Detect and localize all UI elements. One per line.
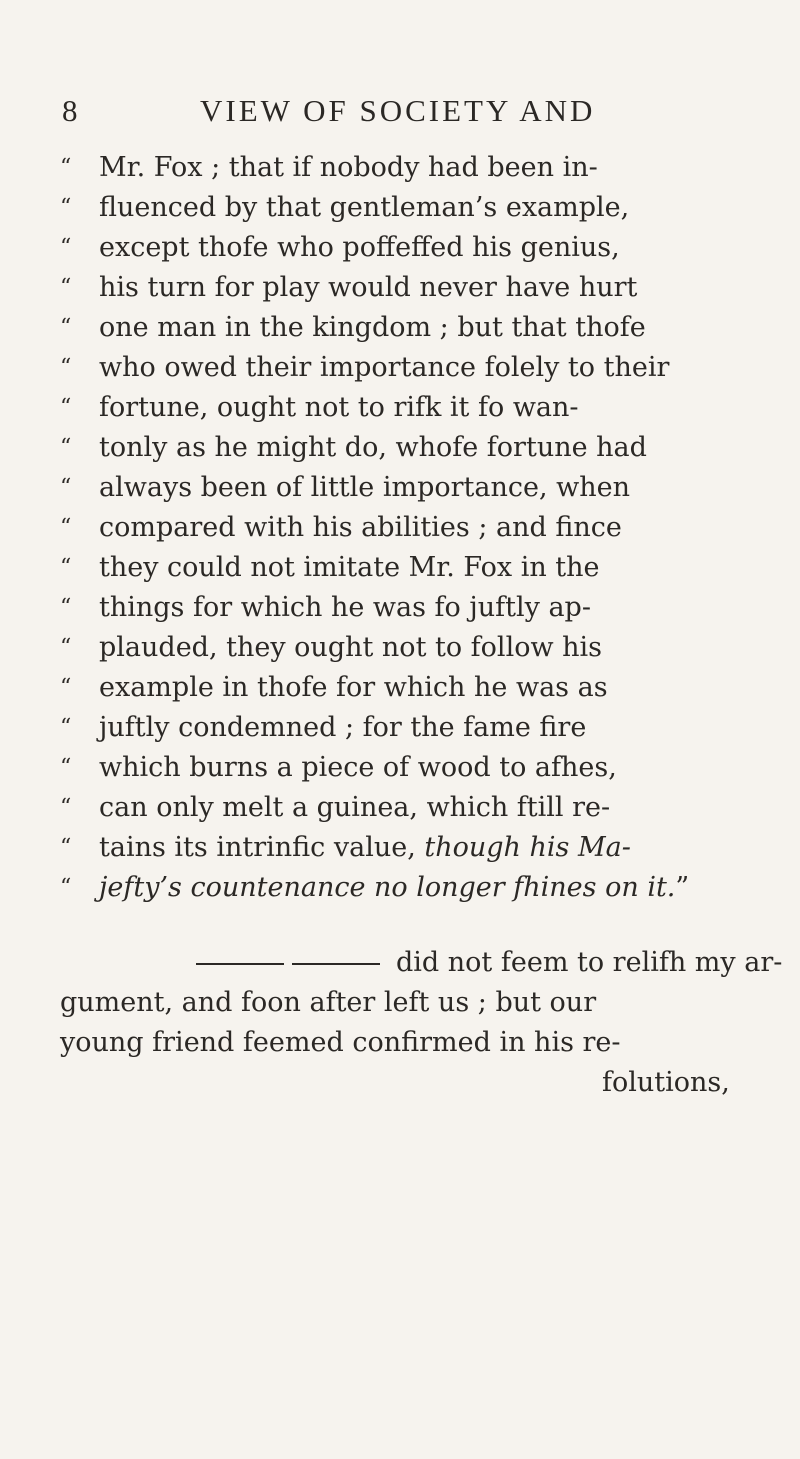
- text-line: [0, 468, 800, 508]
- running-head: VIEW OF SOCIETY AND: [200, 93, 596, 128]
- text-line: [0, 548, 800, 588]
- text-line: [0, 828, 800, 868]
- text-line: [0, 708, 800, 748]
- line-text: folutions,: [602, 1067, 730, 1098]
- line-text: except thofe who poffeffed his genius,: [99, 232, 620, 263]
- quote-mark: “: [60, 155, 72, 180]
- line-text: gument, and foon after left us ; but our: [60, 987, 597, 1018]
- text-line: [0, 148, 800, 188]
- text-line: [0, 1063, 800, 1103]
- line-text: did not feem to relifh my ar-: [396, 947, 783, 978]
- text-line: [0, 983, 800, 1023]
- line-text: always been of little importance, when: [99, 472, 630, 503]
- line-text: tonly as he might do, whofe fortune had: [99, 432, 647, 463]
- line-text: his turn for play would never have hurt: [99, 272, 638, 303]
- text-line: [0, 188, 800, 228]
- quote-mark: “: [60, 315, 72, 340]
- quote-mark: “: [60, 835, 72, 860]
- text-line: [0, 628, 800, 668]
- page-number: 8: [62, 93, 81, 128]
- text-line: [0, 308, 800, 348]
- text-line: [0, 268, 800, 308]
- text-line: [0, 348, 800, 388]
- text-line: [0, 943, 800, 983]
- text-line: [0, 388, 800, 428]
- text-line: [0, 788, 800, 828]
- quote-mark: “: [60, 355, 72, 380]
- line-text: can only melt a guinea, which ftill re-: [99, 792, 611, 823]
- line-text: one man in the kingdom ; but that thofe: [99, 312, 646, 343]
- line-text: tains its intrinfic value,: [99, 832, 425, 863]
- quote-mark: “: [60, 875, 72, 900]
- line-text: compared with his abilities ; and fince: [99, 512, 622, 543]
- line-text: example in thofe for which he was as: [99, 672, 608, 703]
- quote-mark: “: [60, 235, 72, 260]
- text-line: [0, 668, 800, 708]
- text-line: [0, 1023, 800, 1063]
- text-line: [0, 508, 800, 548]
- line-text: plauded, they ought not to follow his: [99, 632, 603, 663]
- quote-mark: “: [60, 515, 72, 540]
- quote-mark: “: [60, 555, 72, 580]
- quote-mark: “: [60, 715, 72, 740]
- text-line: [0, 868, 800, 908]
- quote-mark: “: [60, 595, 72, 620]
- line-text: things for which he was fo juftly ap-: [99, 592, 591, 623]
- page-header: [0, 93, 800, 127]
- text-line: [0, 228, 800, 268]
- quote-mark: “: [60, 755, 72, 780]
- line-text: fluenced by that gentleman’s example,: [99, 192, 630, 223]
- closing-quote: ”: [675, 872, 690, 903]
- line-text: young friend feemed confirmed in his re-: [60, 1027, 621, 1058]
- italic-text: jefty’s countenance no longer fhines on it.: [99, 872, 676, 903]
- line-text: juftly condemned ; for the fame fire: [99, 712, 587, 743]
- quote-mark: “: [60, 275, 72, 300]
- line-text: fortune, ought not to rifk it fo wan-: [99, 392, 579, 423]
- line-text: Mr. Fox ; that if nobody had been in-: [99, 152, 598, 183]
- quote-mark: “: [60, 435, 72, 460]
- quote-mark: “: [60, 795, 72, 820]
- quote-mark: “: [60, 635, 72, 660]
- elision-dash: [196, 963, 284, 965]
- line-text: they could not imitate Mr. Fox in the: [99, 552, 600, 583]
- quote-mark: “: [60, 675, 72, 700]
- line-text: who owed their importance folely to their: [99, 352, 670, 383]
- elision-dash: [292, 963, 380, 965]
- quote-mark: “: [60, 195, 72, 220]
- quote-mark: “: [60, 395, 72, 420]
- text-line: [0, 428, 800, 468]
- text-line: [0, 588, 800, 628]
- line-text: which burns a piece of wood to afhes,: [99, 752, 617, 783]
- italic-text: though his Ma-: [424, 832, 631, 863]
- text-line: [0, 748, 800, 788]
- quote-mark: “: [60, 475, 72, 500]
